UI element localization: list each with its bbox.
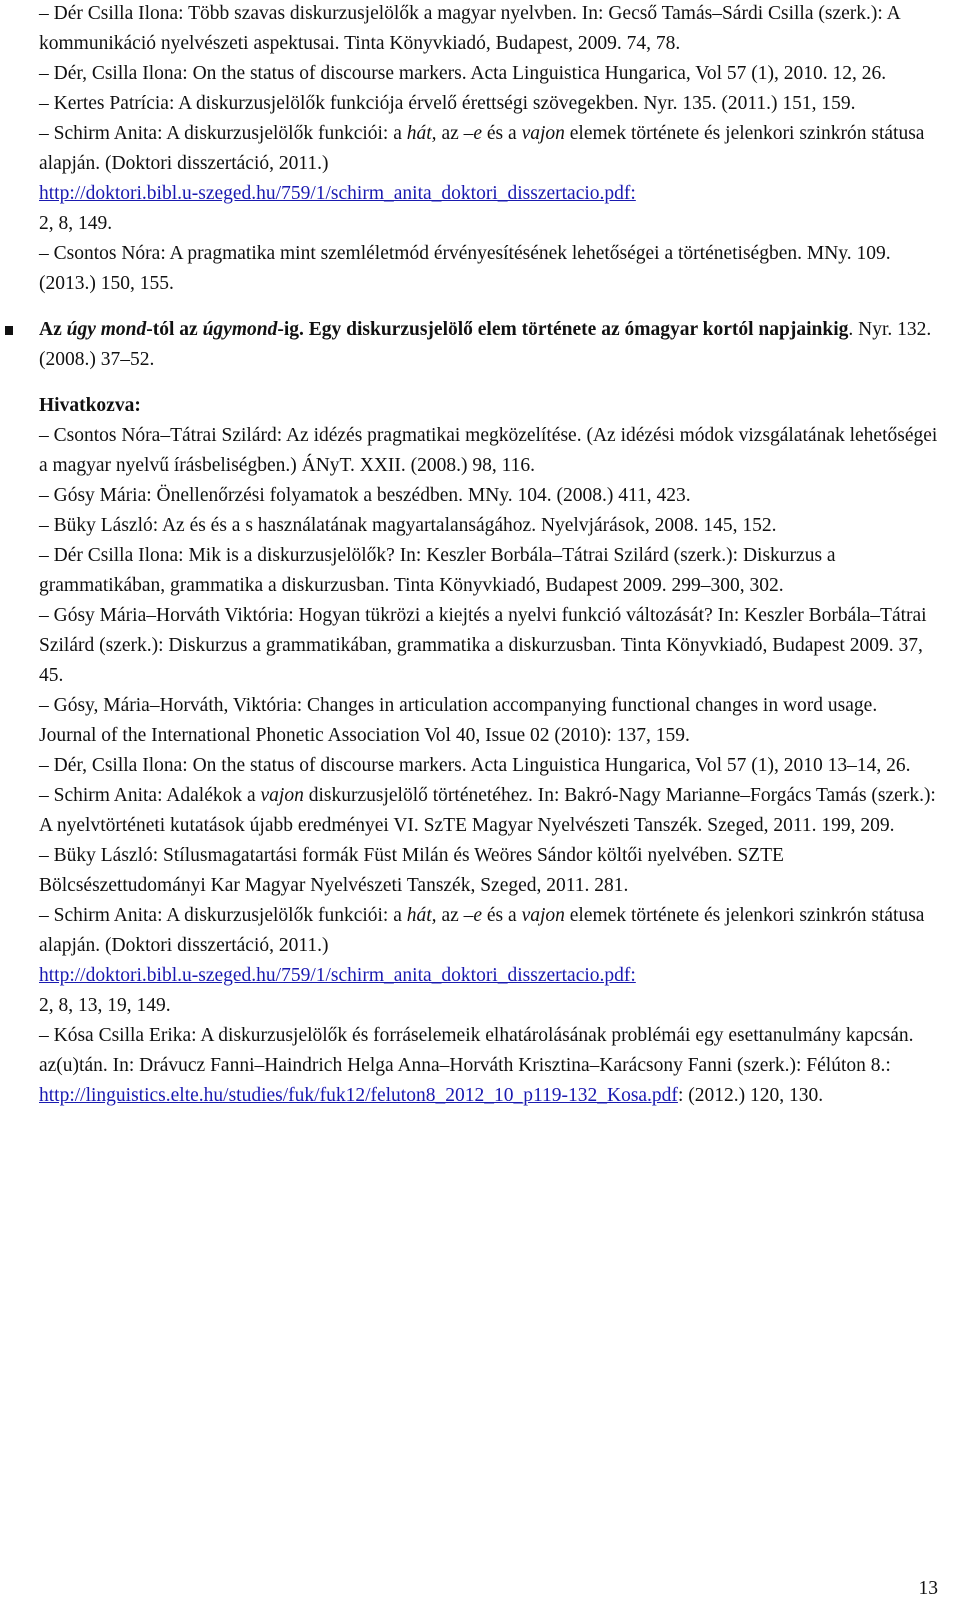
citation-link[interactable]: http://doktori.bibl.u-szeged.hu/759/1/schirm_anita_doktori_disszertacio.pdf:: [39, 183, 636, 204]
citation-text: elemek története és jelenkori szinkrón státusa alapján. (Doktori disszertáció, 2011.): [39, 123, 925, 174]
reference-text: az: [436, 905, 464, 926]
reference-text: és a: [482, 905, 522, 926]
page-number: 13: [918, 1578, 938, 1599]
reference-text: – Schirm Anita: A diskurzusjelölők funkciói: a: [39, 905, 407, 926]
citation-text: az: [436, 123, 464, 144]
citation-entry: – Dér, Csilla Ilona: On the status of discourse markers. Acta Linguistica Hungarica, Vol 57 (1), 2010. 12, 26.: [39, 63, 887, 84]
citation-entry: – Kertes Patrícia: A diskurzusjelölők funkciója érvelő érettségi szövegekben. Nyr. 135. (2011.) 151, 159.: [39, 93, 856, 114]
citation-text: és a: [482, 123, 522, 144]
citation-text: – Schirm Anita: A diskurzusjelölők funkciói: a: [39, 123, 407, 144]
reference-entry: – Büky László: Az és és a s használatának magyartalanságához. Nyelvjárások, 2008. 145, 152.: [39, 515, 777, 536]
reference-pages: 2, 8, 13, 19, 149.: [39, 995, 171, 1016]
citation-entry: [39, 119, 939, 239]
citation-entry: – Dér Csilla Ilona: Több szavas diskurzusjelölők a magyar nyelvben. In: Gecső Tamás–Sárdi Csilla (szerk.): A kommunikáció nyelvészeti aspektusai. Tinta Könyvkiadó, Budapest, 2009. 74, 78.: [39, 3, 900, 54]
citations-top: [39, 0, 939, 299]
reference-text: – Schirm Anita: Adalékok a: [39, 785, 261, 806]
reference-text: – Kósa Csilla Erika: A diskurzusjelölők és forráselemeik elhatárolásának problémái egy esettanulmány kapcsán. az(u)tán. In: Drávucz Fanni–Haindrich Helga Anna–Horváth Krisztina–Karácsony Fanni (szerk.): Félúton 8.:: [39, 1025, 914, 1076]
reference-pages: : (2012.) 120, 130.: [677, 1085, 824, 1106]
title-italic: úgymond: [202, 319, 278, 340]
citation-entry: – Csontos Nóra: A pragmatika mint szemléletmód érvényesítésének lehetőségei a történetiségben. MNy. 109. (2013.) 150, 155.: [39, 243, 891, 294]
reference-link[interactable]: http://doktori.bibl.u-szeged.hu/759/1/schirm_anita_doktori_disszertacio.pdf:: [39, 965, 636, 986]
reference-text: elemek története és jelenkori szinkrón státusa alapján. (Doktori disszertáció, 2011.): [39, 905, 925, 956]
reference-italic: vajon: [521, 905, 565, 926]
reference-entry: – Csontos Nóra–Tátrai Szilárd: Az idézés pragmatikai megközelítése. (Az idézési módok vizsgálatának lehetőségei a magyar nyelvű írásbeliségben.) ÁNyT. XXII. (2008.) 98, 116.: [39, 425, 938, 476]
reference-entry: – Dér Csilla Ilona: Mik is a diskurzusjelölők? In: Keszler Borbála–Tátrai Szilárd (szerk.): Diskurzus a grammatikában, grammatika a diskurzusban. Tinta Könyvkiadó, Budapest 2009. 299–300, 302.: [39, 545, 836, 596]
reference-italic: hát,: [406, 905, 437, 926]
document-page: [39, 0, 939, 1111]
citation-italic: hát,: [406, 123, 437, 144]
reference-entry: [39, 901, 939, 1021]
reference-italic: –e: [463, 905, 483, 926]
reference-link[interactable]: http://linguistics.elte.hu/studies/fuk/fuk12/feluton8_2012_10_p119-132_Kosa.pdf: [39, 1085, 678, 1106]
reference-entry: [39, 781, 939, 841]
reference-entry: [39, 1021, 939, 1111]
publication-source: . Nyr. 132. (2008.) 37–52.: [39, 319, 932, 370]
reference-entry: – Büky László: Stílusmagatartási formák Füst Milán és Weöres Sándor költői nyelvében. SZTE Bölcsészettudományi Kar Magyar Nyelvészeti Tanszék, Szeged, 2011. 281.: [39, 845, 784, 896]
reference-entry: – Gósy Mária: Önellenőrzési folyamatok a beszédben. MNy. 104. (2008.) 411, 423.: [39, 485, 691, 506]
title-part: -tól az: [146, 319, 203, 340]
citation-pages: 2, 8, 149.: [39, 213, 113, 234]
references-list: [39, 391, 939, 1111]
title-part: -ig. Egy diskurzusjelölő elem története az ómagyar kortól napjainkig: [277, 319, 849, 340]
publication-title: [39, 319, 848, 340]
reference-entry: – Gósy, Mária–Horváth, Viktória: Changes in articulation accompanying functional changes in word usage. Journal of the International Phonetic Association Vol 40, Issue 02 (2010): 137, 159.: [39, 695, 878, 746]
citation-italic: vajon: [521, 123, 565, 144]
references-title: Hivatkozva:: [39, 395, 141, 416]
publication-heading: [39, 315, 939, 375]
reference-text: diskurzusjelölő történetéhez. In: Bakró-Nagy Marianne–Forgács Tamás (szerk.): A nyelvtörténeti kutatások újabb eredményei VI. SzTE Magyar Nyelvészeti Tanszék. Szeged, 2011. 199, 209.: [39, 785, 936, 836]
square-bullet-icon: [5, 326, 13, 335]
reference-italic: vajon: [260, 785, 304, 806]
title-italic: úgy mond: [66, 319, 147, 340]
reference-entry: – Gósy Mária–Horváth Viktória: Hogyan tükrözi a kiejtés a nyelvi funkció változását? In: Keszler Borbála–Tátrai Szilárd (szerk.): Diskurzus a grammatikában, grammatika a diskurzusban. Tinta Könyvkiadó, Budapest 2009. 37, 45.: [39, 605, 927, 686]
reference-entry: – Dér, Csilla Ilona: On the status of discourse markers. Acta Linguistica Hungarica, Vol 57 (1), 2010 13–14, 26.: [39, 755, 911, 776]
citation-italic: –e: [463, 123, 483, 144]
title-part: Az: [39, 319, 67, 340]
